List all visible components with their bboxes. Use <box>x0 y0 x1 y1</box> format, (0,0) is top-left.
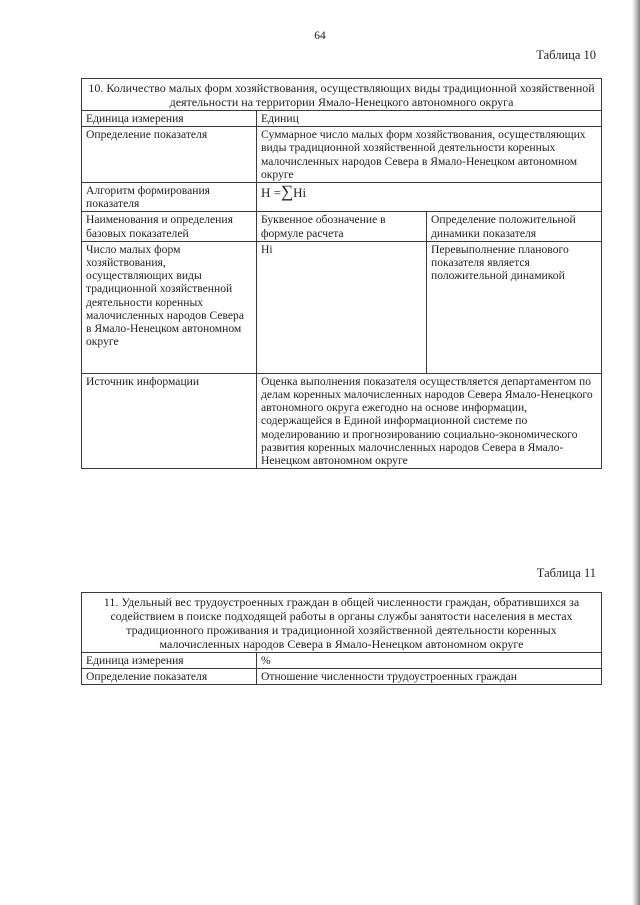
algorithm-formula <box>257 183 602 212</box>
table-row <box>82 669 602 685</box>
algorithm-label: Алгоритм формирования показателя <box>82 183 257 212</box>
unit-value: % <box>257 653 602 669</box>
definition-value: Отношение численности трудоустроенных граждан <box>257 669 602 685</box>
table-10 <box>81 78 602 469</box>
unit-label: Единица измерения <box>82 653 257 669</box>
table-row <box>82 212 602 241</box>
definition-value: Суммарное число малых форм хозяйствования, осуществляющих виды традиционной хозяйственной деятельности коренных малочисленных народов Севера в Ямало-Ненецком автономном округе <box>257 127 602 183</box>
page-number: 64 <box>314 30 326 42</box>
base-name: Число малых форм хозяйствования, осуществляющих виды традиционной хозяйственной деятельности коренных малочисленных народов Севера в Ямало-Ненецком автономном округе <box>82 241 257 373</box>
base-letter: Нi <box>257 241 427 373</box>
sum-sign: ∑ <box>280 182 294 202</box>
table-row <box>82 653 602 669</box>
table-10-title-row <box>82 79 602 111</box>
formula-rhs: Нi <box>293 185 307 201</box>
table-row <box>82 111 602 127</box>
letter-label: Буквенное обозначение в формуле расчета <box>257 212 427 241</box>
table-11 <box>81 592 602 685</box>
definition-label: Определение показателя <box>82 127 257 183</box>
table-11-title-row <box>82 593 602 653</box>
table-row <box>82 373 602 468</box>
table-row <box>82 127 602 183</box>
definition-label: Определение показателя <box>82 669 257 685</box>
source-label: Источник информации <box>82 373 257 468</box>
table-11-caption: Таблица 11 <box>536 566 596 580</box>
dynamics-label: Определение положительной динамики показателя <box>427 212 602 241</box>
table-row <box>82 241 602 373</box>
table-11-title: 11. Удельный вес трудоустроенных граждан в общей численности граждан, обратившихся за содействием в поиске подходящей работы в органы службы занятости населения в местах традиционного проживания и традиционной хозяйственной деятельности коренных малочисленных народов Севера в Ямало-Ненецком автономном округе <box>82 593 602 653</box>
unit-label: Единица измерения <box>82 111 257 127</box>
scan-edge-shadow <box>632 0 640 905</box>
unit-value: Единиц <box>257 111 602 127</box>
base-names-label: Наименования и определения базовых показателей <box>82 212 257 241</box>
table-10-title: 10. Количество малых форм хозяйствования, осуществляющих виды традиционной хозяйственной деятельности на территории Ямало-Ненецкого автономного округа <box>82 79 602 111</box>
table-10-caption: Таблица 10 <box>536 48 596 62</box>
table-row <box>82 183 602 212</box>
base-dynamics: Перевыполнение планового показателя является положительной динамикой <box>427 241 602 373</box>
formula-lhs: Н = <box>261 185 281 201</box>
source-value: Оценка выполнения показателя осуществляется департаментом по делам коренных малочисленных народов Севера Ямало-Ненецкого автономного округа ежегодно на основе информации, содержащейся в Единой информационной системе по моделированию и прогнозированию социально-экономического развития коренных малочисленных народов Севера в Ямало-Ненецком автономном округе <box>257 373 602 468</box>
